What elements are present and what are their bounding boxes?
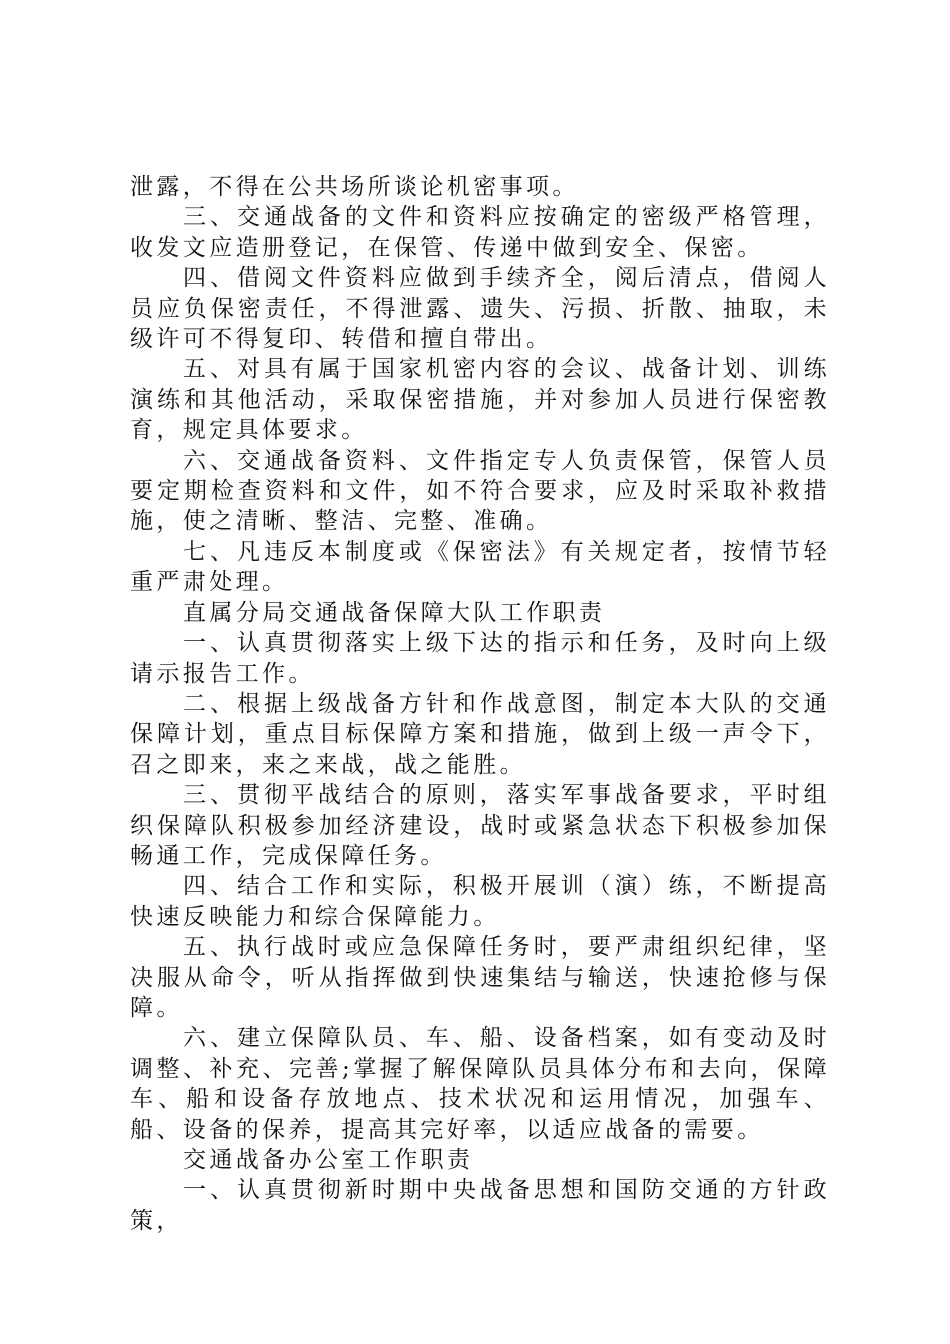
paragraph-item-3: 三、交通战备的文件和资料应按确定的密级严格管理，收发文应造册登记，在保管、传递中做到安全、保密。 <box>130 204 830 261</box>
paragraph-item-7: 七、凡违反本制度或《保密法》有关规定者，按情节轻重严肃处理。 <box>130 538 830 596</box>
paragraph-item-3: 三、贯彻平战结合的原则，落实军事战备要求，平时组织保障队积极参加经济建设，战时或紧急状态下积极参加保畅通工作，完成保障任务。 <box>130 782 830 869</box>
paragraph-item-4: 四、结合工作和实际，积极开展训（演）练，不断提高快速反映能力和综合保障能力。 <box>130 873 830 930</box>
section-heading-office-duties: 交通战备办公室工作职责 <box>183 1147 474 1173</box>
section-heading-brigade-duties: 直属分局交通战备保障大队工作职责 <box>183 599 606 626</box>
paragraph-item-1: 一、认真贯彻新时期中央战备思想和国防交通的方针政策， <box>130 1177 830 1234</box>
paragraph-item-6: 六、建立保障队员、车、船、设备档案，如有变动及时调整、补充、完善;掌握了解保障队员具体分布和去向，保障车、船和设备存放地点、技术状况和运用情况，加强车、船、设备的保养，提高其完好率，以适应战备的需要。 <box>130 1025 830 1143</box>
paragraph-item-6: 六、交通战备资料、文件指定专人负责保管，保管人员要定期检查资料和文件，如不符合要求，应及时采取补救措施，使之清晰、整洁、完整、准确。 <box>130 447 830 535</box>
document-body <box>130 172 830 1236</box>
paragraph-item-5: 五、执行战时或应急保障任务时，要严肃组织纪律，坚决服从命令，听从指挥做到快速集结与输送，快速抢修与保障。 <box>130 934 830 1021</box>
paragraph-item-2: 二、根据上级战备方针和作战意图，制定本大队的交通保障计划，重点目标保障方案和措施，做到上级一声令下，召之即来，来之来战，战之能胜。 <box>130 690 830 778</box>
paragraph-item-4: 四、借阅文件资料应做到手续齐全，阅后清点，借阅人员应负保密责任，不得泄露、遗失、污损、折散、抽取，未级许可不得复印、转借和擅自带出。 <box>130 265 830 353</box>
paragraph-item-5: 五、对具有属于国家机密内容的会议、战备计划、训练演练和其他活动，采取保密措施，并对参加人员进行保密教育，规定具体要求。 <box>130 356 830 444</box>
paragraph-continuation: 泄露，不得在公共场所谈论机密事项。 <box>130 174 579 200</box>
paragraph-item-1: 一、认真贯彻落实上级下达的指示和任务，及时向上级请示报告工作。 <box>130 630 830 687</box>
